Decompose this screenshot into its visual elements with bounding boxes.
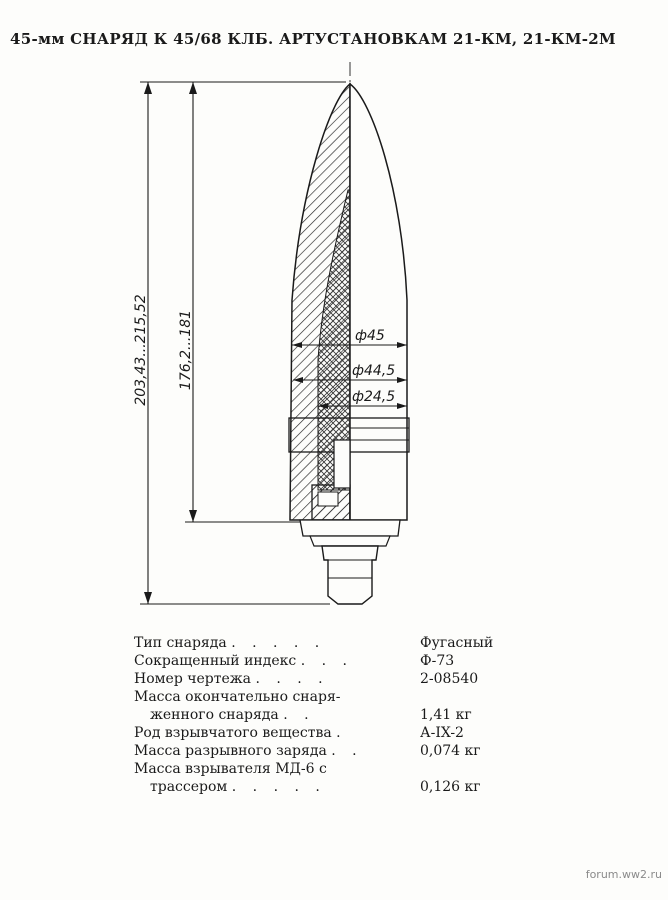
spec-dots: . . . [300,653,353,669]
spec-label: Номер чертежа [134,671,251,687]
spec-table [134,634,493,796]
watermark: forum.ww2.ru [585,868,662,881]
spec-label: трассером [150,779,228,795]
spec-row [134,778,493,796]
spec-value [394,760,493,778]
spec-value: 0,074 кг [420,743,481,759]
dia-outer-text: ф45 [355,328,385,344]
dia-body-text: ф44,5 [352,363,396,379]
spec-dots: . . [331,743,363,759]
shell-base [300,520,400,536]
spec-value: 2-08540 [420,671,479,687]
spec-row [134,652,493,670]
spec-value: 0,126 кг [420,779,481,795]
spec-value: Ф-73 [420,653,455,669]
spec-dots: . . [283,707,315,723]
spec-row [134,760,493,778]
spec-label: Род взрывчатого вещества [134,725,332,741]
spec-dots: . . . . . [231,779,326,795]
spec-label: Масса окончательно снаря- [134,689,341,705]
spec-dots: . [336,725,347,741]
spec-row [134,724,493,742]
dim-body-text: 176,2...181 [178,309,194,391]
spec-label: Масса разрывного заряда [134,743,327,759]
page-title: 45-мм СНАРЯД К 45/68 КЛБ. АРТУСТАНОВКАМ 21-КМ, 21-КМ-2М [10,30,616,48]
spec-label: Масса взрывателя МД-6 с [134,761,327,777]
spec-row [134,688,493,706]
spec-label: Сокращенный индекс [134,653,297,669]
spec-value [394,688,493,706]
spec-dots: . . . . [255,671,329,687]
spec-label: женного снаряда [150,707,279,723]
tracer [322,546,378,604]
spec-value: Фугасный [420,635,494,651]
spec-dots: . . . . . [231,635,326,651]
spec-row [134,634,493,652]
spec-value: А-IX-2 [420,725,464,741]
spec-row [134,742,493,760]
dim-overall-text: 203,43...215,52 [133,294,149,406]
spec-label: Тип снаряда [134,635,227,651]
spec-row [134,670,493,688]
spec-value: 1,41 кг [420,707,472,723]
dia-inner-text: ф24,5 [352,389,396,405]
shell-right-body [350,84,407,520]
spec-row [134,706,493,724]
